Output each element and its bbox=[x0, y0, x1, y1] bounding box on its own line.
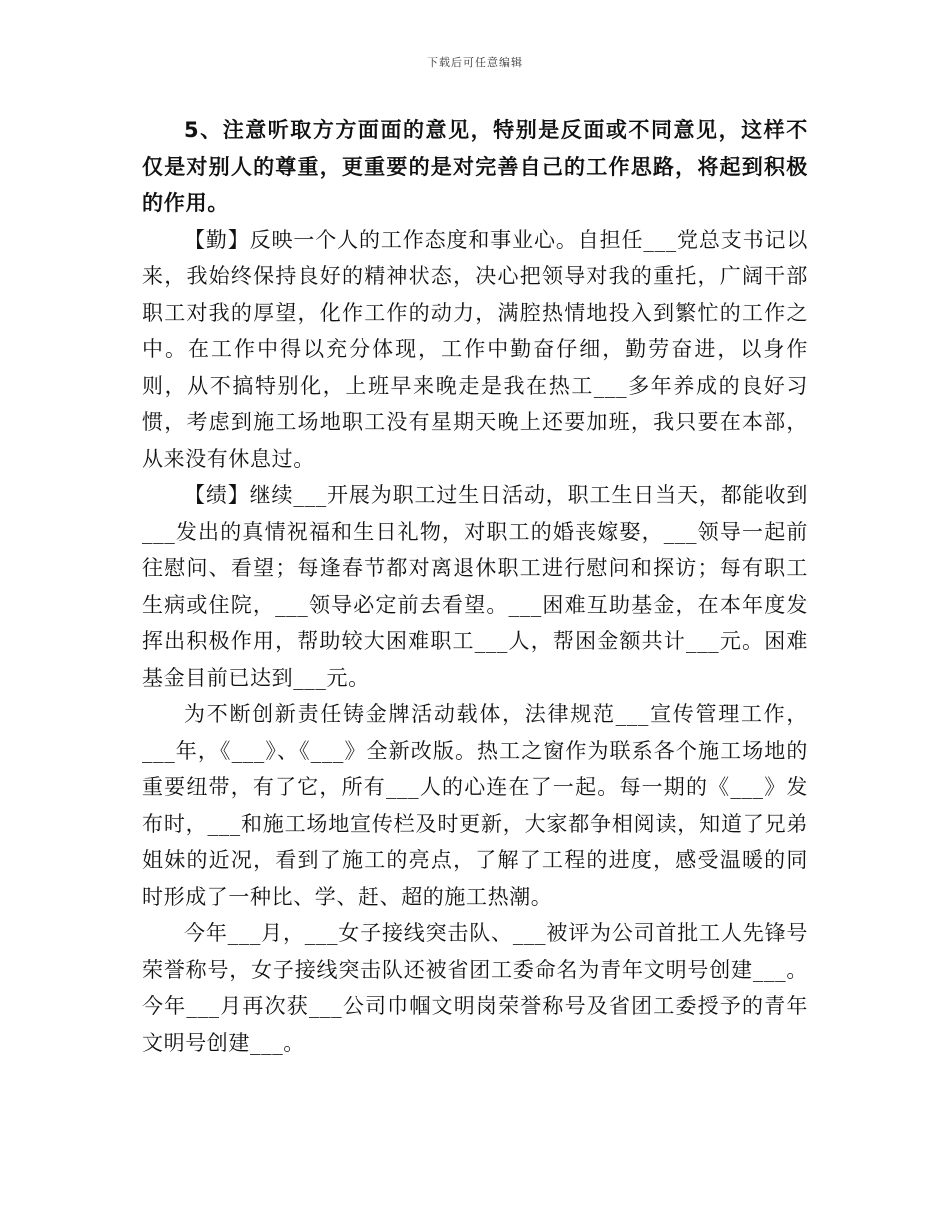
page-header-note: 下载后可任意编辑 bbox=[427, 56, 523, 69]
document-body bbox=[142, 112, 808, 1061]
paragraph-honors: 今年___月，___女子接线突击队、___被评为公司首批工人先锋号荣誉称号，女子接线突击队还被省团工委命名为青年文明号创建___。今年___月再次获___公司巾帼文明岗荣誉称号及省团工委授予的青年文明号创建___。 bbox=[142, 921, 808, 1055]
paragraph-achievements: 【绩】继续___开展为职工过生日活动，职工生日当天，都能收到___发出的真情祝福和生日礼物，对职工的婚丧嫁娶，___领导一起前往慰问、看望；每逢春节都对离退休职工进行慰问和探访；每有职工生病或住院，___领导必定前去看望。___困难互助基金，在本年度发挥出积极作用，帮助较大困难职工___人，帮困金额共计___元。困难基金目前已达到___元。 bbox=[142, 483, 808, 690]
paragraph-publicity: 为不断创新责任铸金牌活动载体，法律规范___宣传管理工作，___年，《___》、《___》全新改版。热工之窗作为联系各个施工场地的重要纽带，有了它，所有___人的心连在了一起。每一期的《___》发布时，___和施工场地宣传栏及时更新，大家都争相阅读，知道了兄弟姐妹的近况，看到了施工的亮点，了解了工程的进度，感受温暖的同时形成了一种比、学、赶、超的施工热潮。 bbox=[142, 702, 808, 909]
paragraph-diligence: 【勤】反映一个人的工作态度和事业心。自担任___党总支书记以来，我始终保持良好的精神状态，决心把领导对我的重托，广阔干部职工对我的厚望，化作工作的动力，满腔热情地投入到繁忙的工作之中。在工作中得以充分体现，工作中勤奋仔细，勤劳奋进，以身作则，从不搞特别化，上班早来晚走是我在热工___多年养成的良好习惯，考虑到施工场地职工没有星期天晚上还要加班，我只要在本部，从来没有休息过。 bbox=[142, 227, 808, 471]
paragraph-listening-advice: 5、注意听取方方面面的意见，特别是反面或不同意见，这样不仅是对别人的尊重，更重要的是对完善自己的工作思路，将起到积极的作用。 bbox=[142, 118, 808, 215]
